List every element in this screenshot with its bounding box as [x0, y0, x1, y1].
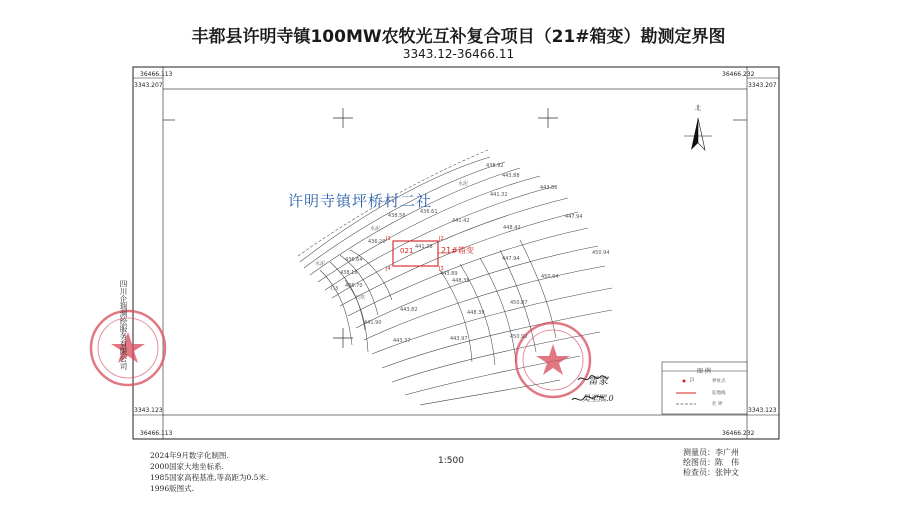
legend-label: 征地线: [712, 391, 726, 396]
elevation-label: 438.16: [340, 270, 358, 276]
frame-coord-top-right-x: 36466.232: [722, 71, 755, 78]
feature-label: 水泥: [370, 226, 381, 232]
company-name: 四川企瑞测绘服务有限公司: [119, 280, 128, 370]
elevation-label: 450.92: [510, 334, 528, 340]
elevation-label: 436.61: [420, 209, 438, 215]
staff-row: 检查员：张钟文: [683, 468, 739, 477]
boundary-point-icon: [683, 380, 686, 383]
elevation-label: 448.39: [467, 310, 485, 316]
parcel-id: 021: [400, 247, 414, 255]
signature-1: 雷家: [588, 376, 608, 387]
elevation-label: 443.82: [400, 307, 418, 313]
feature-label: 石坎: [355, 295, 366, 301]
note-line: 2024年9月数字化制图.: [150, 451, 229, 460]
elevation-label: 447.94: [502, 256, 520, 262]
elevation-label: 443.89: [440, 271, 458, 277]
elevation-label: 448.35: [452, 278, 470, 284]
elevation-label: 441.42: [452, 218, 470, 224]
feature-label: 水泥: [458, 181, 469, 187]
frame-coord-bottom-left-y: 3343.123: [134, 407, 163, 414]
parcel-name: 21#箱变: [441, 246, 474, 255]
north-label: 北: [695, 105, 702, 112]
company-seal-left: [91, 311, 165, 385]
elevation-label: 447.94: [565, 214, 583, 220]
elevation-label: 450.87: [510, 300, 528, 306]
frame-coord-bottom-left-x: 36466.113: [140, 430, 173, 437]
elevation-label: 448.42: [503, 225, 521, 231]
frame-coord-bottom-right-y: 3343.123: [748, 407, 777, 414]
north-arrow-icon: [684, 118, 712, 150]
feature-label: 水泥: [315, 261, 326, 267]
map-scale: 1:500: [438, 456, 464, 466]
elevation-label: 436.70: [345, 283, 363, 289]
elevation-label: 441.32: [490, 192, 508, 198]
elevation-label: 443.86: [540, 185, 558, 191]
boundary-point-label: J2: [439, 236, 444, 242]
note-line: 1996版图式.: [150, 484, 194, 493]
frame-coord-top-left-x: 36466.113: [140, 71, 173, 78]
map-title: 丰都县许明寺镇100MW农牧光互补复合项目（21#箱变）勘测定界图: [191, 27, 726, 47]
elevation-label: 436.20: [368, 239, 386, 245]
parcel-inner-value: 441.28: [415, 244, 433, 250]
map-notes: [150, 450, 268, 494]
legend-label: 界址点: [712, 379, 726, 384]
elevation-label: 443.37: [393, 338, 411, 344]
frame-coord-bottom-right-x: 36466.232: [722, 430, 755, 437]
legend-symbol: J1: [690, 378, 695, 383]
staff-row: 绘图员：陈 伟: [683, 458, 739, 467]
boundary-point-label: J1: [386, 236, 391, 242]
boundary-point-label: J3: [439, 266, 444, 272]
grid-crosses: [163, 108, 747, 348]
village-label: 许明寺镇坪桥村二社: [288, 192, 433, 210]
elevation-label: 443.88: [502, 173, 520, 179]
map-sheet-number: 3343.12-36466.11: [402, 47, 515, 61]
signature-2: 吴至熙.0: [582, 394, 614, 403]
elevation-label: 436.64: [345, 257, 363, 263]
legend-label: 社 界: [712, 402, 723, 407]
elevation-label: 450.94: [592, 250, 610, 256]
note-line: 1985国家高程基准,等高距为0.5米.: [150, 473, 269, 482]
elevation-label: 438.92: [486, 163, 504, 169]
boundary-point-label: J4: [386, 266, 391, 272]
feature-label: 石3: [330, 286, 339, 292]
legend-title: 图 例: [697, 368, 711, 375]
note-line: 2000国家大地坐标系.: [150, 462, 224, 471]
frame-coord-top-left-y: 3343.207: [134, 82, 163, 89]
elevation-label: 438.56: [388, 213, 406, 219]
staff-block: [683, 448, 739, 478]
elevation-label: 450.94: [541, 274, 559, 280]
staff-row: 测量员：李广州: [683, 448, 739, 457]
elevation-label: 443.97: [450, 336, 468, 342]
frame-coord-top-right-y: 3343.207: [748, 82, 777, 89]
elevation-label: 441.90: [364, 320, 382, 326]
